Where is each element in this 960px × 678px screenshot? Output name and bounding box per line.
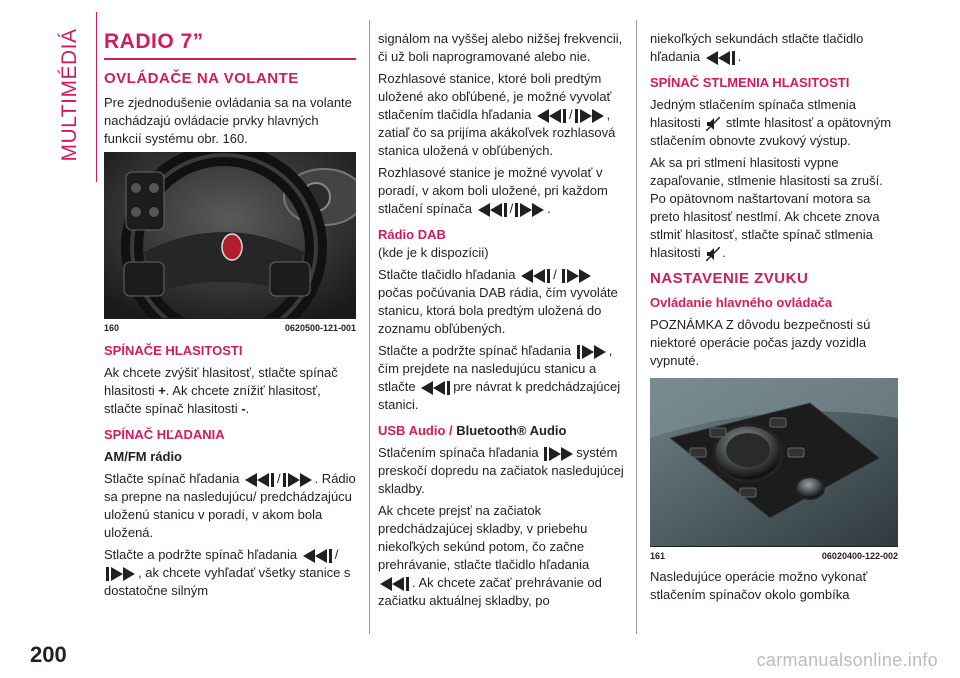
mute-heading: SPÍNAČ STLMENIA HLASITOSTI — [650, 75, 850, 90]
figure-code: 06020400-122-002 — [821, 551, 898, 561]
figure-number: 160 — [104, 323, 120, 333]
steering-wheel-illustration — [104, 152, 356, 318]
seek-forward-icon — [575, 109, 605, 123]
figure-161-caption — [650, 551, 898, 562]
commander-knob-illustration — [650, 378, 898, 546]
column-1 — [104, 30, 356, 604]
main-control-heading: Ovládanie hlavného ovládača — [650, 295, 833, 310]
seek-back-icon — [706, 51, 736, 65]
column-2 — [378, 30, 626, 614]
dab-note: (kde je k dispozícii) — [378, 245, 489, 260]
col3-last-paragraph: Nasledujúce operácie možno vykonať stlačením spínačov okolo gombíka — [650, 569, 868, 602]
steering-wheel-photo — [104, 152, 356, 318]
volume-paragraph: Ak chcete zvýšiť hlasitosť, stlačte spínač hlasitosti +. Ak chcete znížiť hlasitosť, stlačte spínač hlasitosti -. — [104, 365, 338, 416]
amfm-paragraph-2: Stlačte a podržte spínač hľadania / , ak chcete vyhľadať všetky stanice s dostatočne silným — [104, 547, 351, 598]
seek-forward-icon — [515, 203, 545, 217]
search-heading: SPÍNAČ HĽADANIA — [104, 427, 225, 442]
seek-forward-icon — [106, 567, 136, 581]
seek-forward-icon — [577, 345, 607, 359]
side-tab-line — [96, 12, 97, 182]
figure-161 — [650, 378, 898, 547]
seek-back-icon — [537, 109, 567, 123]
seek-forward-icon — [283, 473, 313, 487]
seek-forward-icon — [562, 269, 592, 283]
usb-heading: USB Audio / Bluetooth® Audio — [378, 423, 567, 438]
col2-paragraph-3: Rozhlasové stanice je možné vyvolať v poradí, v akom boli uložené, pri každom stlačení spínača / . — [378, 165, 608, 216]
figure-code: 0620500-121-001 — [284, 323, 356, 333]
amfm-heading: AM/FM rádio — [104, 449, 182, 464]
volume-heading: SPÍNAČE HLASITOSTI — [104, 343, 243, 358]
dab-heading: Rádio DAB — [378, 227, 446, 242]
safety-note: POZNÁMKA Z dôvodu bezpečnosti sú niektoré operácie počas jazdy vozidla vypnuté. — [650, 317, 871, 368]
minus-symbol: - — [241, 401, 246, 416]
mute-paragraph-1: Jedným stlačením spínača stlmenia hlasitosti stlmte hlasitosť a opätovným stlačením obnovte zvukový výstup. — [650, 97, 892, 148]
title-rule — [104, 58, 356, 60]
seek-back-icon — [521, 269, 551, 283]
seek-forward-icon — [544, 447, 574, 461]
amfm-paragraph-1: Stlačte spínač hľadania / . Rádio sa prepne na nasledujúcu/ predchádzajúcu uloženú stanicu v poradí, v akom bola uložená. — [104, 471, 356, 540]
footer-watermark: carmanualsonline.info — [756, 650, 938, 670]
seek-back-icon — [421, 381, 451, 395]
usb-paragraph-1: Stlačením spínača hľadania systém preskočí dopredu na začiatok nasledujúcej skladby. — [378, 445, 624, 496]
dab-paragraph-2: Stlačte a podržte spínač hľadania , čím prejdete na nasledujúcu stanicu a stlačte pre návrat k predchádzajúcej stanici. — [378, 343, 621, 412]
page-number: 200 — [30, 642, 67, 667]
figure-160 — [104, 152, 356, 319]
seek-back-icon — [245, 473, 275, 487]
col2-paragraph-1: signálom na vyššej alebo nižšej frekvencii, či už boli naprogramované alebo nie. — [378, 31, 623, 64]
figure-160-caption — [104, 323, 356, 334]
section-side-tab: MULTIMÉDIÁ — [58, 28, 81, 162]
column-3 — [650, 30, 898, 608]
figure-number: 161 — [650, 551, 666, 561]
usb-paragraph-2: Ak chcete prejsť na začiatok predchádzajúcej skladby, v priebehu niekoľkých sekúnd potom, čo začne prehrávanie, stlačte tlačidlo hľadania . Ak chcete začať prehrávanie od začiatku aktuálnej skladby, po — [378, 503, 602, 608]
mute-icon — [706, 247, 720, 261]
sound-settings-heading: NASTAVENIE ZVUKU — [650, 270, 809, 287]
col3-paragraph-1: niekoľkých sekundách stlačte tlačidlo hľadania . — [650, 31, 864, 64]
page-title: RADIO 7” — [104, 30, 204, 53]
mute-icon — [706, 117, 720, 131]
seek-back-icon — [478, 203, 508, 217]
plus-symbol: + — [158, 383, 166, 398]
column-divider-2 — [636, 20, 637, 634]
seek-back-icon — [303, 549, 333, 563]
dab-paragraph-1: Stlačte tlačidlo hľadania / počas počúvania DAB rádia, čím vyvoláte stanicu, ktorá bola predtým uložená do zoznamu obľúbených. — [378, 267, 618, 336]
intro-paragraph: Pre zjednodušenie ovládania sa na volante nachádzajú ovládacie prvky hlavných funkcií systému obr. 160. — [104, 95, 352, 146]
column-divider-1 — [369, 20, 370, 634]
commander-knob-photo — [650, 378, 898, 546]
seek-back-icon — [380, 577, 410, 591]
section-heading-steering: OVLÁDAČE NA VOLANTE — [104, 70, 299, 87]
mute-paragraph-2: Ak sa pri stlmení hlasitosti vypne zapaľovanie, stlmenie hlasitosti sa zruší. Po opätovnom naštartovaní motora sa preto hlasitosť nestlmí. Ak chcete znova stlmiť hlasitosť, stlačte spínač stlmenia hlasitosti . — [650, 155, 883, 260]
col2-paragraph-2: Rozhlasové stanice, ktoré boli predtým uložené ako obľúbené, je možné vyvolať stlačením tlačidla hľadania / , zatiaľ čo sa prijíma akákoľvek rozhlasová stanica uložená v obľúbených. — [378, 71, 616, 158]
